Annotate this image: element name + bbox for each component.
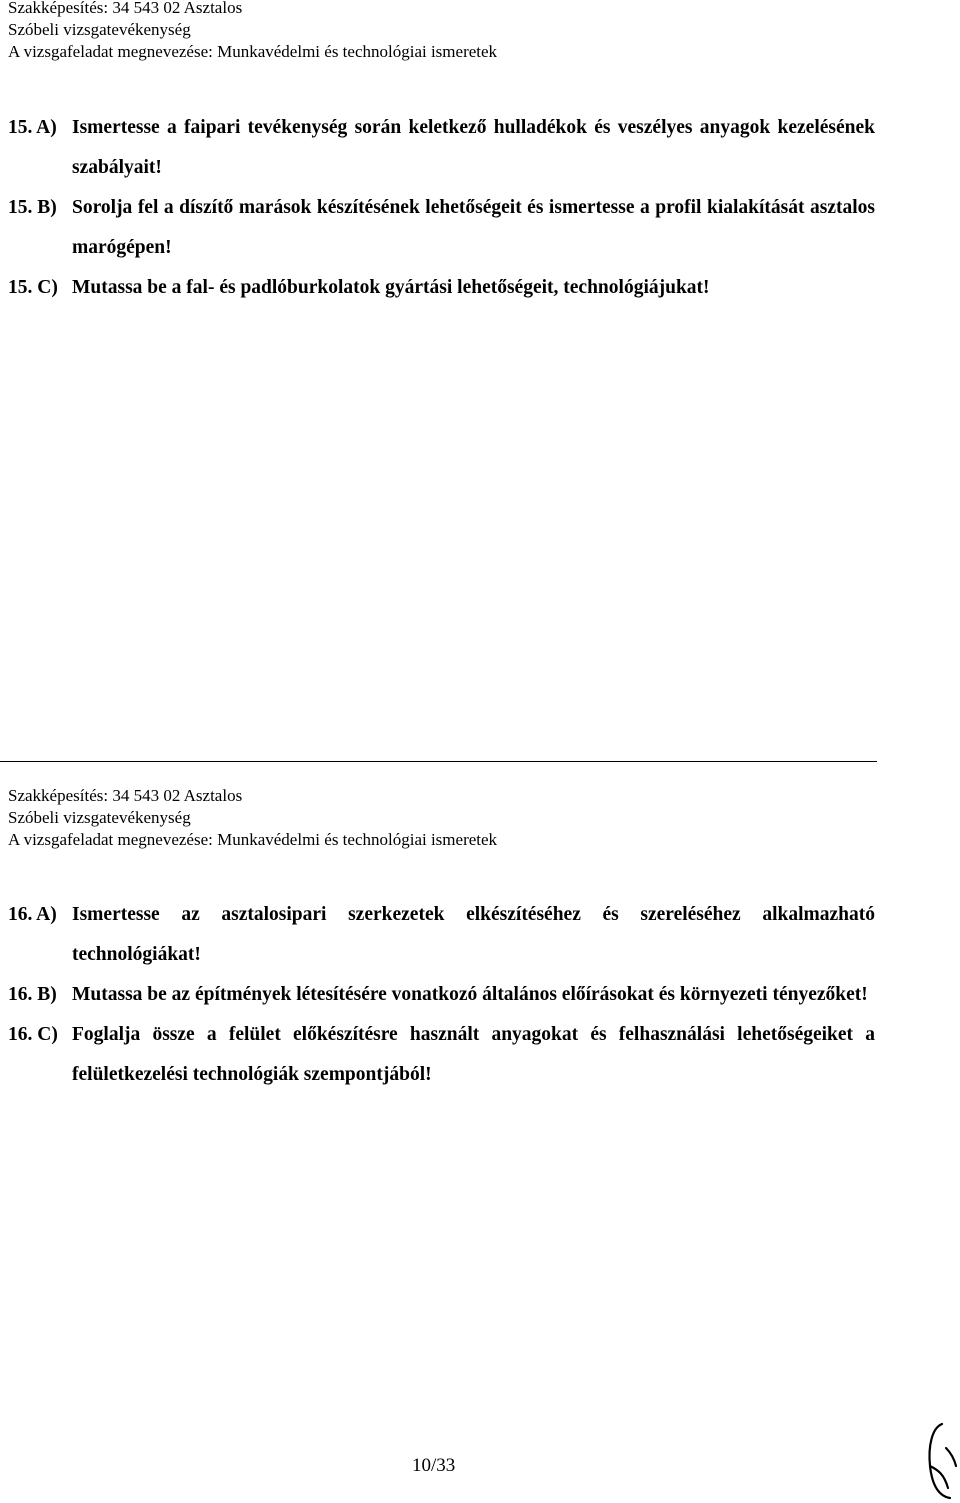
question-number: 15. A) xyxy=(8,117,57,138)
question-15c xyxy=(8,268,875,308)
question-number: 15. B) xyxy=(8,197,57,218)
question-15b xyxy=(8,188,875,268)
questions-16 xyxy=(8,895,875,1095)
header-task-name: A vizsgafeladat megnevezése: Munkavédelmi és technológiai ismeretek xyxy=(8,830,498,849)
question-text: Ismertesse a faipari tevékenység során keletkező hulladékok és veszélyes anyagok kezelésének szabályait! xyxy=(72,117,875,178)
header-qualification: Szakképesítés: 34 543 02 Asztalos xyxy=(8,0,243,17)
page-break-rule xyxy=(0,761,877,762)
questions-15 xyxy=(8,108,875,308)
page-number: 10/33 xyxy=(412,1455,456,1476)
question-text: Sorolja fel a díszítő marások készítésének lehetőségeit és ismertesse a profil kialakítását asztalos marógépen! xyxy=(72,197,875,258)
question-16c xyxy=(8,1015,875,1095)
header-exam-activity: Szóbeli vizsgatevékenység xyxy=(8,20,191,39)
handwritten-signature xyxy=(920,1418,960,1503)
question-16a xyxy=(8,895,875,975)
header-bottom xyxy=(8,785,497,851)
question-15a xyxy=(8,108,875,188)
header-top xyxy=(8,0,497,63)
question-number: 16. A) xyxy=(8,904,57,925)
question-number: 15. C) xyxy=(8,277,58,298)
question-text: Mutassa be a fal- és padlóburkolatok gyártási lehetőségeit, technológiájukat! xyxy=(72,277,710,298)
question-text: Foglalja össze a felület előkészítésre használt anyagokat és felhasználási lehetőségeiket a felületkezelési technológiák szempontjából! xyxy=(72,1024,875,1085)
header-exam-activity: Szóbeli vizsgatevékenység xyxy=(8,808,191,827)
question-text: Mutassa be az építmények létesítésére vonatkozó általános előírásokat és környezeti tényezőket! xyxy=(72,984,868,1005)
question-16b xyxy=(8,975,875,1015)
question-number: 16. B) xyxy=(8,984,57,1005)
question-text: Ismertesse az asztalosipari szerkezetek elkészítéséhez és szereléséhez alkalmazható technológiákat! xyxy=(72,904,875,965)
question-number: 16. C) xyxy=(8,1024,58,1045)
header-qualification: Szakképesítés: 34 543 02 Asztalos xyxy=(8,786,243,805)
header-task-name: A vizsgafeladat megnevezése: Munkavédelmi és technológiai ismeretek xyxy=(8,42,498,61)
